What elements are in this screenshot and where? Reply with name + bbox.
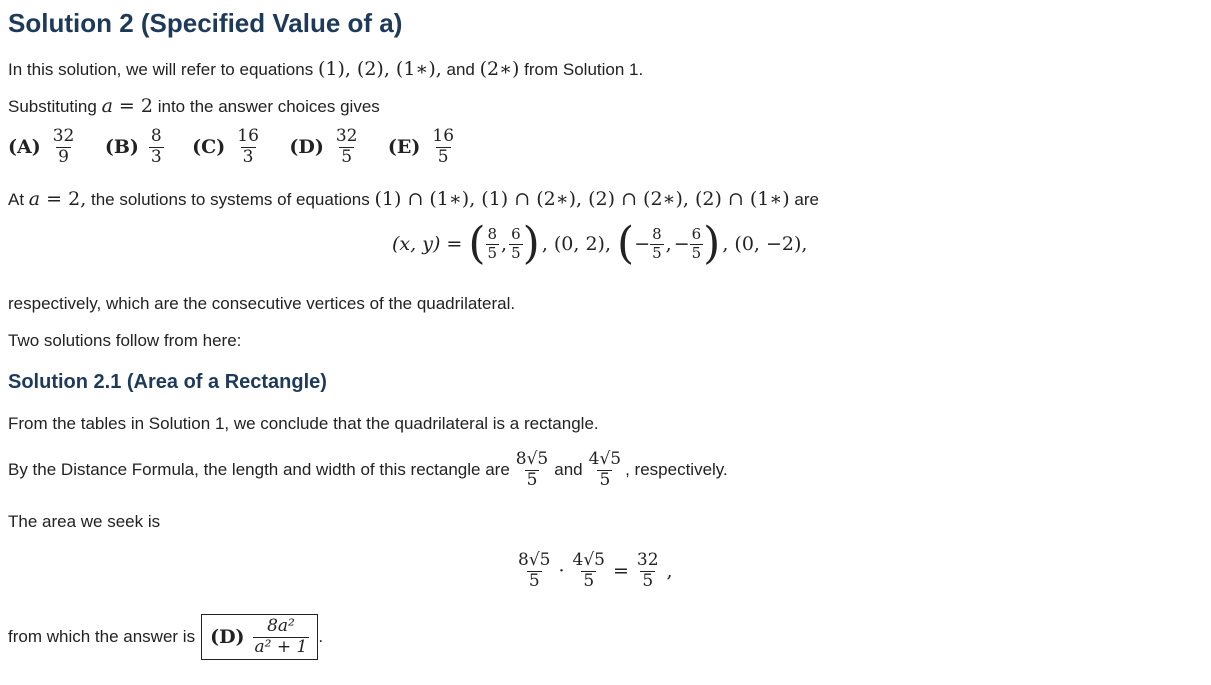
choice-b [105, 127, 164, 167]
choice-a-fraction [51, 127, 77, 167]
answer-box [201, 614, 318, 660]
at-a-eq: = 2, [40, 188, 87, 210]
vertex4: , (0, −2), [722, 233, 808, 255]
area-factor2-num: 4√5 [572, 550, 605, 570]
choice-e-num: 16 [432, 126, 455, 146]
at-a-systems: (1) ∩ (1∗), (1) ∩ (2∗), (2) ∩ (2∗), (2) ∩ (1∗) [374, 188, 790, 210]
vertex1-y-num: 6 [511, 225, 521, 244]
area-result-den: 5 [642, 570, 654, 591]
vertex3-open-paren: ( [617, 218, 635, 269]
area-equals: = [612, 560, 629, 583]
vertex1-x-den: 5 [487, 243, 498, 262]
answer-paragraph [8, 614, 323, 660]
answer-choices-row [8, 127, 480, 167]
choice-b-fraction [149, 127, 164, 167]
choice-b-label: (B) [104, 136, 139, 159]
substituting-eq: = 2 [112, 95, 153, 117]
area-factor1-num: 8√5 [518, 550, 551, 570]
vertex3-close-paren: ) [703, 218, 721, 269]
two-solutions-paragraph: Two solutions follow from here: [8, 331, 242, 350]
tables-paragraph: From the tables in Solution 1, we conclude that the quadrilateral is a rectangle. [8, 414, 599, 433]
answer-fraction [253, 617, 310, 657]
vertex1-close-paren: ) [522, 218, 540, 269]
vertex1-open-paren: ( [468, 218, 486, 269]
vertices-equation [392, 218, 808, 269]
vertex2: , (0, 2), [541, 233, 612, 255]
vertex3-x-den: 5 [652, 243, 662, 262]
length-num: 8√5 [515, 449, 549, 469]
vertex1-y-den: 5 [511, 243, 521, 262]
at-a-middle: the solutions to systems of equations [86, 190, 375, 209]
choice-e-fraction [430, 127, 456, 167]
at-a-var: a [28, 188, 41, 210]
length-den: 5 [526, 469, 538, 490]
length-fraction [514, 450, 550, 490]
vertices-lhs: (x, y) = [392, 233, 463, 255]
area-equation [516, 551, 673, 591]
area-result-num: 32 [636, 550, 659, 570]
choice-c-den: 3 [242, 146, 254, 167]
width-fraction [587, 450, 623, 490]
choice-a [8, 127, 76, 167]
choice-a-den: 9 [58, 146, 69, 167]
substituting-before: Substituting [8, 97, 102, 116]
choice-d-num: 32 [335, 126, 358, 146]
substituting-var: a [101, 95, 113, 117]
intro-text-before: In this solution, we will refer to equations [8, 60, 318, 79]
at-a-after: are [789, 190, 819, 209]
choice-a-label: (A) [8, 136, 41, 159]
vertex3-y-num: 6 [691, 225, 702, 244]
choice-b-num: 8 [150, 126, 162, 146]
width-num: 4√5 [588, 449, 622, 469]
vertex1-y [509, 226, 523, 262]
vertex1-comma: , [501, 233, 508, 255]
answer-period: . [318, 627, 324, 647]
choice-b-den: 3 [150, 146, 162, 167]
at-a-paragraph [8, 188, 819, 210]
area-factor1 [516, 551, 552, 591]
choice-e [388, 127, 456, 167]
vertex1-x-num: 8 [487, 225, 498, 244]
intro-equation-last: (2∗) [479, 58, 520, 80]
choice-c-num: 16 [237, 126, 259, 146]
choice-e-label: (E) [387, 136, 421, 159]
area-factor2-den: 5 [583, 570, 595, 591]
choice-d-den: 5 [341, 146, 353, 167]
choice-c-label: (C) [192, 136, 226, 159]
answer-before: from which the answer is [8, 627, 196, 647]
choice-a-num: 32 [52, 126, 75, 146]
at-a-before: At [8, 190, 29, 209]
intro-equations: (1), (2), (1∗), [317, 58, 442, 80]
area-comma: , [666, 560, 673, 583]
area-factor2 [571, 551, 607, 591]
choice-d-fraction [334, 127, 360, 167]
vertex3-minus-x: − [634, 233, 651, 255]
width-den: 5 [599, 469, 611, 490]
area-dot: · [558, 560, 565, 583]
vertex3-y-den: 5 [691, 243, 702, 262]
solution21-heading: Solution 2.1 (Area of a Rectangle) [8, 371, 327, 393]
answer-den: a² + 1 [254, 636, 308, 657]
distance-after: , respectively. [625, 460, 728, 480]
area-result [635, 551, 661, 591]
choice-c-fraction [235, 127, 261, 167]
vertex3-comma: , [665, 233, 672, 255]
vertex3-x [650, 226, 664, 262]
vertex3-minus-y: − [673, 233, 690, 255]
choice-c [192, 127, 261, 167]
answer-num: 8a² [267, 616, 295, 636]
answer-label: (D) [210, 626, 245, 649]
intro-paragraph [8, 58, 643, 80]
choice-d-label: (D) [289, 136, 324, 159]
vertex3-y [690, 226, 704, 262]
vertex3-x-num: 8 [652, 225, 662, 244]
distance-before: By the Distance Formula, the length and width of this rectangle are [8, 460, 510, 480]
intro-and: and [441, 60, 480, 79]
substituting-after: into the answer choices gives [152, 97, 380, 116]
choice-d [289, 127, 359, 167]
area-factor1-den: 5 [528, 570, 540, 591]
respectively-paragraph: respectively, which are the consecutive vertices of the quadrilateral. [8, 294, 516, 313]
intro-text-after: from Solution 1. [519, 60, 644, 79]
area-seek-paragraph: The area we seek is [8, 512, 161, 531]
substituting-paragraph [8, 95, 380, 117]
distance-and: and [554, 460, 583, 480]
distance-paragraph [8, 450, 728, 490]
vertex1-x [486, 226, 500, 262]
solution2-heading: Solution 2 (Specified Value of a) [8, 8, 403, 38]
choice-e-den: 5 [437, 146, 449, 167]
